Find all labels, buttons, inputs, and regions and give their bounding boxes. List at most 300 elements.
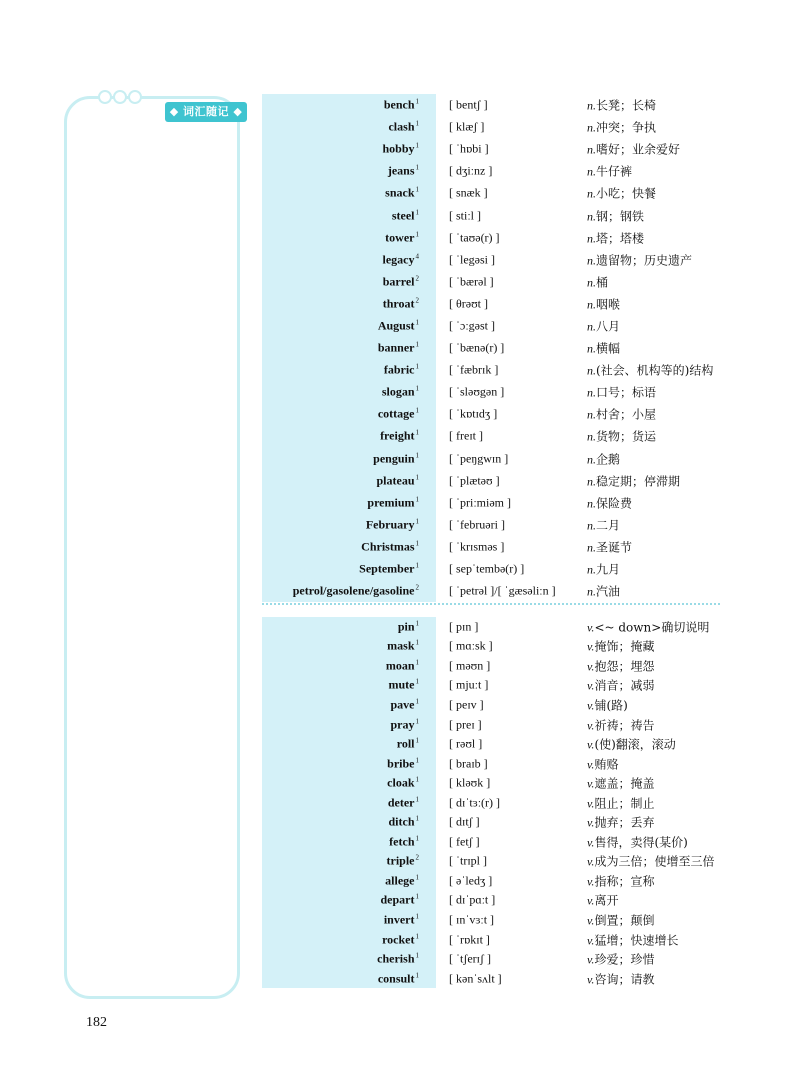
meaning xyxy=(587,931,678,948)
headword xyxy=(373,451,419,466)
headword xyxy=(385,230,419,245)
headword xyxy=(385,186,419,201)
meaning xyxy=(587,362,713,379)
notes-label: ◆ 词汇随记 ◆ xyxy=(165,102,247,122)
part-of-speech: v. xyxy=(587,678,595,693)
meaning xyxy=(587,716,654,733)
part-of-speech: n. xyxy=(587,275,596,290)
phonetic: [ stiːl ] xyxy=(449,208,481,223)
meaning xyxy=(587,141,680,158)
part-of-speech: n. xyxy=(587,120,596,135)
meaning-text: 倒置；颠倒 xyxy=(594,913,655,928)
phonetic: [ ˈfebruəri ] xyxy=(449,517,505,532)
headword-text: pave xyxy=(390,697,415,712)
headword xyxy=(387,854,420,869)
level-mark: 1 xyxy=(415,208,419,217)
part-of-speech: n. xyxy=(587,407,596,422)
meaning-text: 钢；钢铁 xyxy=(596,209,645,224)
headword xyxy=(398,619,419,634)
level-mark: 1 xyxy=(415,97,419,106)
meaning xyxy=(587,295,620,312)
phonetic: [ braɪb ] xyxy=(449,756,488,771)
part-of-speech: n. xyxy=(587,319,596,334)
level-mark: 1 xyxy=(415,717,419,725)
part-of-speech: v. xyxy=(587,620,595,635)
meaning-text: 村舍；小屋 xyxy=(596,407,657,422)
meaning-text: 塔；塔楼 xyxy=(596,231,645,246)
meaning-text: 桶 xyxy=(596,275,609,290)
meaning xyxy=(587,406,656,423)
meaning xyxy=(587,494,632,511)
level-mark: 1 xyxy=(415,428,419,437)
part-of-speech: v. xyxy=(587,776,595,791)
phonetic: [ ˈrɒkɪt ] xyxy=(449,932,490,947)
meaning-text: 遮盖；掩盖 xyxy=(594,776,655,791)
meaning xyxy=(587,853,714,870)
phonetic: [ ˈhɒbi ] xyxy=(449,141,489,156)
meaning-text: (社会、机构等的)结构 xyxy=(596,363,714,378)
phonetic: [ klæʃ ] xyxy=(449,119,485,134)
part-of-speech: n. xyxy=(587,385,596,400)
headword-text: ditch xyxy=(388,814,415,829)
headword xyxy=(377,952,419,967)
headword xyxy=(388,164,419,179)
level-mark: 1 xyxy=(415,384,419,393)
part-of-speech: n. xyxy=(587,231,596,246)
meaning xyxy=(587,814,654,831)
meaning-text: 口号；标语 xyxy=(596,385,657,400)
level-mark: 1 xyxy=(415,638,419,647)
meaning xyxy=(587,185,656,202)
meaning xyxy=(587,273,608,290)
meaning-text: 八月 xyxy=(596,319,621,334)
level-mark: 1 xyxy=(415,795,419,804)
level-mark: 1 xyxy=(415,814,419,823)
notes-box xyxy=(64,96,240,999)
level-mark: 1 xyxy=(415,163,419,172)
meaning-text: 牛仔裤 xyxy=(596,164,633,179)
headword-text: depart xyxy=(380,892,415,907)
level-mark: 1 xyxy=(415,561,419,570)
headword xyxy=(389,834,419,849)
word-cell xyxy=(262,580,436,602)
part-of-speech: n. xyxy=(587,341,596,356)
meaning xyxy=(587,97,656,114)
meaning-text: 咨询；请教 xyxy=(594,972,655,987)
headword xyxy=(389,678,420,693)
phonetic: [ ˈpetrəl ]/[ ˈgæsəliːn ] xyxy=(449,583,556,598)
meaning xyxy=(587,163,632,180)
meaning-text: 冲突；争执 xyxy=(596,120,657,135)
phonetic: [ mɑːsk ] xyxy=(449,638,493,653)
headword-text: Christmas xyxy=(361,539,415,554)
section-divider xyxy=(262,603,720,605)
word-cell xyxy=(262,160,436,182)
meaning xyxy=(587,638,654,655)
headword xyxy=(388,795,419,810)
level-mark: 1 xyxy=(415,451,419,460)
meaning xyxy=(587,677,654,694)
phonetic: [ bentʃ ] xyxy=(449,97,488,112)
word-cell xyxy=(262,617,436,637)
headword-text: triple xyxy=(386,853,415,868)
meaning-text: 汽油 xyxy=(596,584,621,599)
level-mark: 2 xyxy=(415,296,419,305)
phonetic: [ məʊn ] xyxy=(449,658,491,673)
part-of-speech: n. xyxy=(587,209,596,224)
meaning xyxy=(587,251,692,268)
headword-text: snack xyxy=(385,185,415,200)
part-of-speech: n. xyxy=(587,164,596,179)
meaning-text: (使)翻滚，滚动 xyxy=(594,737,676,752)
level-mark: 1 xyxy=(415,406,419,415)
phonetic: [ dʒiːnz ] xyxy=(449,163,493,178)
word-cell xyxy=(262,293,436,315)
word-cell xyxy=(262,852,436,872)
word-cell xyxy=(262,138,436,160)
phonetic: [ ˈsləʊgən ] xyxy=(449,384,505,399)
part-of-speech: n. xyxy=(587,518,596,533)
meaning-text: 贿赂 xyxy=(594,757,619,772)
phonetic: [ ˈbænə(r) ] xyxy=(449,340,505,355)
headword-text: throat xyxy=(382,296,415,311)
level-mark: 2 xyxy=(415,853,419,862)
level-mark: 1 xyxy=(415,141,419,150)
meaning xyxy=(587,872,654,889)
meaning xyxy=(587,657,654,674)
headword-text: allege xyxy=(385,873,415,888)
phonetic: [ ˈpeŋgwɪn ] xyxy=(449,451,509,466)
headword-text: fetch xyxy=(389,834,415,849)
phonetic: [ freɪt ] xyxy=(449,428,483,443)
part-of-speech: n. xyxy=(587,429,596,444)
meaning xyxy=(587,833,688,850)
headword xyxy=(383,274,419,289)
level-mark: 2 xyxy=(415,583,419,592)
meaning-text: 阻止；制止 xyxy=(594,796,655,811)
meaning-text: 遗留物；历史遗产 xyxy=(596,253,693,268)
headword-text: pray xyxy=(390,717,415,731)
word-cell xyxy=(262,271,436,293)
word-cell xyxy=(262,514,436,536)
word-cell xyxy=(262,930,436,950)
part-of-speech: v. xyxy=(587,972,595,987)
level-mark: 1 xyxy=(415,697,419,706)
phonetic: [ ɪnˈvɜːt ] xyxy=(449,912,495,927)
phonetic: [ θrəʊt ] xyxy=(449,296,488,311)
headword-text: cottage xyxy=(377,406,415,421)
level-mark: 2 xyxy=(415,274,419,283)
part-of-speech: n. xyxy=(587,540,596,555)
word-cell xyxy=(262,448,436,470)
headword-text: deter xyxy=(387,795,415,810)
headword xyxy=(378,318,419,333)
meaning-text: 嗜好；业余爱好 xyxy=(596,142,681,157)
meaning xyxy=(587,618,709,635)
headword xyxy=(386,658,419,673)
phonetic: [ dɪˈpɑːt ] xyxy=(449,892,496,907)
headword xyxy=(378,971,419,986)
headword-text: August xyxy=(377,318,415,333)
headword xyxy=(367,495,419,510)
phonetic: [ ˈlegəsi ] xyxy=(449,252,495,267)
meaning xyxy=(587,538,632,555)
headword-text: petrol/gasolene/gasoline xyxy=(292,583,415,598)
meaning xyxy=(587,892,618,909)
phonetic: [ ˈpriːmiəm ] xyxy=(449,495,511,510)
word-cell xyxy=(262,832,436,852)
meaning xyxy=(587,428,656,445)
word-cell xyxy=(262,359,436,381)
headword xyxy=(383,296,419,311)
meaning xyxy=(587,736,676,753)
headword-text: hobby xyxy=(382,141,415,156)
phonetic: [ ˈtrɪpl ] xyxy=(449,853,487,868)
word-cell xyxy=(262,204,436,226)
level-mark: 1 xyxy=(415,185,419,194)
headword-text: banner xyxy=(377,340,415,355)
word-cell xyxy=(262,695,436,715)
level-mark: 1 xyxy=(415,971,419,980)
word-cell xyxy=(262,249,436,271)
headword-text: invert xyxy=(383,912,415,927)
headword xyxy=(383,252,420,267)
phonetic: [ dɪˈtɜː(r) ] xyxy=(449,795,501,810)
part-of-speech: v. xyxy=(587,893,595,908)
level-mark: 1 xyxy=(415,230,419,239)
phonetic: [ sepˈtembə(r) ] xyxy=(449,561,525,576)
headword xyxy=(382,142,419,157)
meaning xyxy=(587,583,620,600)
meaning-text: <~ down>确切说明 xyxy=(594,620,710,635)
meaning-text: 货物；货运 xyxy=(596,429,657,444)
meaning xyxy=(587,755,618,772)
part-of-speech: v. xyxy=(587,933,595,948)
headword-text: barrel xyxy=(382,274,415,289)
level-mark: 1 xyxy=(415,873,419,882)
headword xyxy=(366,517,419,532)
part-of-speech: n. xyxy=(587,253,596,268)
phonetic: [ rəʊl ] xyxy=(449,736,483,751)
headword-text: bench xyxy=(383,97,415,112)
phonetic: [ mjuːt ] xyxy=(449,677,489,692)
word-cell xyxy=(262,315,436,337)
part-of-speech: n. xyxy=(587,186,596,201)
level-mark: 1 xyxy=(415,775,419,784)
headword xyxy=(378,407,419,422)
word-cell xyxy=(262,969,436,989)
level-mark: 1 xyxy=(415,951,419,960)
headword-text: rocket xyxy=(382,932,415,947)
part-of-speech: v. xyxy=(587,952,595,967)
phonetic: [ fetʃ ] xyxy=(449,834,480,849)
meaning-text: 企鹅 xyxy=(596,452,621,467)
part-of-speech: v. xyxy=(587,835,595,850)
level-mark: 1 xyxy=(415,736,419,745)
meaning xyxy=(587,775,654,792)
headword-text: moan xyxy=(385,658,415,673)
headword-text: jeans xyxy=(387,163,415,178)
headword xyxy=(293,584,419,599)
headword xyxy=(397,737,419,752)
headword xyxy=(387,639,419,654)
headword-text: clash xyxy=(388,119,415,134)
word-cell xyxy=(262,403,436,425)
part-of-speech: n. xyxy=(587,474,596,489)
level-mark: 1 xyxy=(415,756,419,765)
meaning xyxy=(587,970,654,987)
headword xyxy=(361,539,419,554)
meaning xyxy=(587,696,628,713)
word-cell xyxy=(262,337,436,359)
meaning-text: 离开 xyxy=(594,893,619,908)
level-mark: 1 xyxy=(415,834,419,843)
phonetic: [ snæk ] xyxy=(449,185,488,200)
part-of-speech: n. xyxy=(587,297,596,312)
meaning-text: 售得，卖得(某价) xyxy=(594,835,688,850)
part-of-speech: v. xyxy=(587,659,595,674)
headword xyxy=(385,873,419,888)
word-cell xyxy=(262,676,436,696)
headword-text: February xyxy=(365,517,415,532)
level-mark: 1 xyxy=(415,340,419,349)
headword xyxy=(381,893,420,908)
phonetic: [ ˈtaʊə(r) ] xyxy=(449,230,500,245)
part-of-speech: v. xyxy=(587,874,595,889)
headword xyxy=(376,473,419,488)
headword xyxy=(392,208,419,223)
word-cell xyxy=(262,492,436,514)
level-mark: 1 xyxy=(415,495,419,504)
level-mark: 1 xyxy=(415,362,419,371)
headword-text: tower xyxy=(385,230,415,245)
headword-text: consult xyxy=(377,971,415,986)
part-of-speech: n. xyxy=(587,562,596,577)
word-cell xyxy=(262,558,436,580)
level-mark: 1 xyxy=(415,619,419,628)
word-cell xyxy=(262,773,436,793)
level-mark: 4 xyxy=(415,252,419,261)
meaning-text: 珍爱；珍惜 xyxy=(594,952,655,967)
word-cell xyxy=(262,871,436,891)
word-cell xyxy=(262,891,436,911)
word-cell xyxy=(262,182,436,204)
headword xyxy=(382,385,419,400)
part-of-speech: v. xyxy=(587,698,595,713)
meaning-text: 稳定期；停滞期 xyxy=(596,474,681,489)
headword-text: penguin xyxy=(373,451,415,466)
meaning xyxy=(587,229,644,246)
meaning-text: 横幅 xyxy=(596,341,621,356)
word-cell xyxy=(262,656,436,676)
meaning xyxy=(587,911,654,928)
part-of-speech: v. xyxy=(587,854,595,869)
phonetic: [ ˈbærəl ] xyxy=(449,274,494,289)
phonetic: [ pɪn ] xyxy=(449,619,479,634)
word-cell xyxy=(262,734,436,754)
meaning-text: 成为三倍；使增至三倍 xyxy=(594,854,715,869)
meaning-text: 圣诞节 xyxy=(596,540,633,555)
word-cell xyxy=(262,425,436,447)
meaning-text: 消音；减弱 xyxy=(594,678,655,693)
word-cell xyxy=(262,715,436,735)
word-cell xyxy=(262,470,436,492)
headword xyxy=(384,363,419,378)
level-mark: 1 xyxy=(415,517,419,526)
headword-text: mask xyxy=(387,638,415,653)
meaning xyxy=(587,516,620,533)
headword xyxy=(384,912,419,927)
level-mark: 1 xyxy=(415,539,419,548)
headword-text: September xyxy=(359,561,415,576)
meaning xyxy=(587,794,654,811)
word-cell xyxy=(262,637,436,657)
notes-tabs-decoration xyxy=(98,90,143,102)
headword-text: bribe xyxy=(387,756,415,771)
headword xyxy=(359,562,419,577)
part-of-speech: n. xyxy=(587,496,596,511)
headword-text: cherish xyxy=(377,951,415,966)
headword-text: freight xyxy=(380,428,415,443)
headword-text: pin xyxy=(397,619,415,634)
headword xyxy=(387,776,419,791)
meaning-text: 掩饰；掩藏 xyxy=(594,639,655,654)
headword-text: plateau xyxy=(376,473,415,488)
meaning-text: 咽喉 xyxy=(596,297,621,312)
meaning xyxy=(587,207,644,224)
meaning xyxy=(587,561,620,578)
headword xyxy=(380,429,419,444)
phonetic: [ kənˈsʌlt ] xyxy=(449,971,502,986)
headword-text: slogan xyxy=(381,384,415,399)
level-mark: 1 xyxy=(415,473,419,482)
part-of-speech: v. xyxy=(587,737,595,752)
headword-text: roll xyxy=(396,736,415,751)
phonetic: [ ˈtʃerɪʃ ] xyxy=(449,951,491,966)
headword-text: fabric xyxy=(383,362,415,377)
meaning xyxy=(587,951,654,968)
phonetic: [ əˈledʒ ] xyxy=(449,873,493,888)
meaning-text: 指称；宣称 xyxy=(594,874,655,889)
headword xyxy=(391,697,420,712)
part-of-speech: v. xyxy=(587,757,595,772)
part-of-speech: n. xyxy=(587,142,596,157)
meaning xyxy=(587,450,620,467)
phonetic: [ ˈfæbrɪk ] xyxy=(449,362,499,377)
phonetic: [ dɪtʃ ] xyxy=(449,814,480,829)
part-of-speech: v. xyxy=(587,815,595,830)
headword-text: premium xyxy=(367,495,415,510)
word-cell xyxy=(262,812,436,832)
part-of-speech: v. xyxy=(587,913,595,928)
phonetic: [ ˈkrɪsməs ] xyxy=(449,539,505,554)
meaning-text: 铺(路) xyxy=(594,698,628,713)
word-cell xyxy=(262,754,436,774)
word-cell xyxy=(262,536,436,558)
level-mark: 1 xyxy=(415,658,419,667)
part-of-speech: v. xyxy=(587,796,595,811)
headword-text: legacy xyxy=(382,252,415,267)
level-mark: 1 xyxy=(415,677,419,686)
headword xyxy=(384,98,419,113)
phonetic: [ preɪ ] xyxy=(449,717,482,731)
meaning xyxy=(587,119,656,136)
meaning-text: 小吃；快餐 xyxy=(596,186,657,201)
meaning-text: 猛增；快速增长 xyxy=(594,933,679,948)
headword xyxy=(391,717,420,732)
headword xyxy=(388,815,419,830)
headword xyxy=(382,932,419,947)
